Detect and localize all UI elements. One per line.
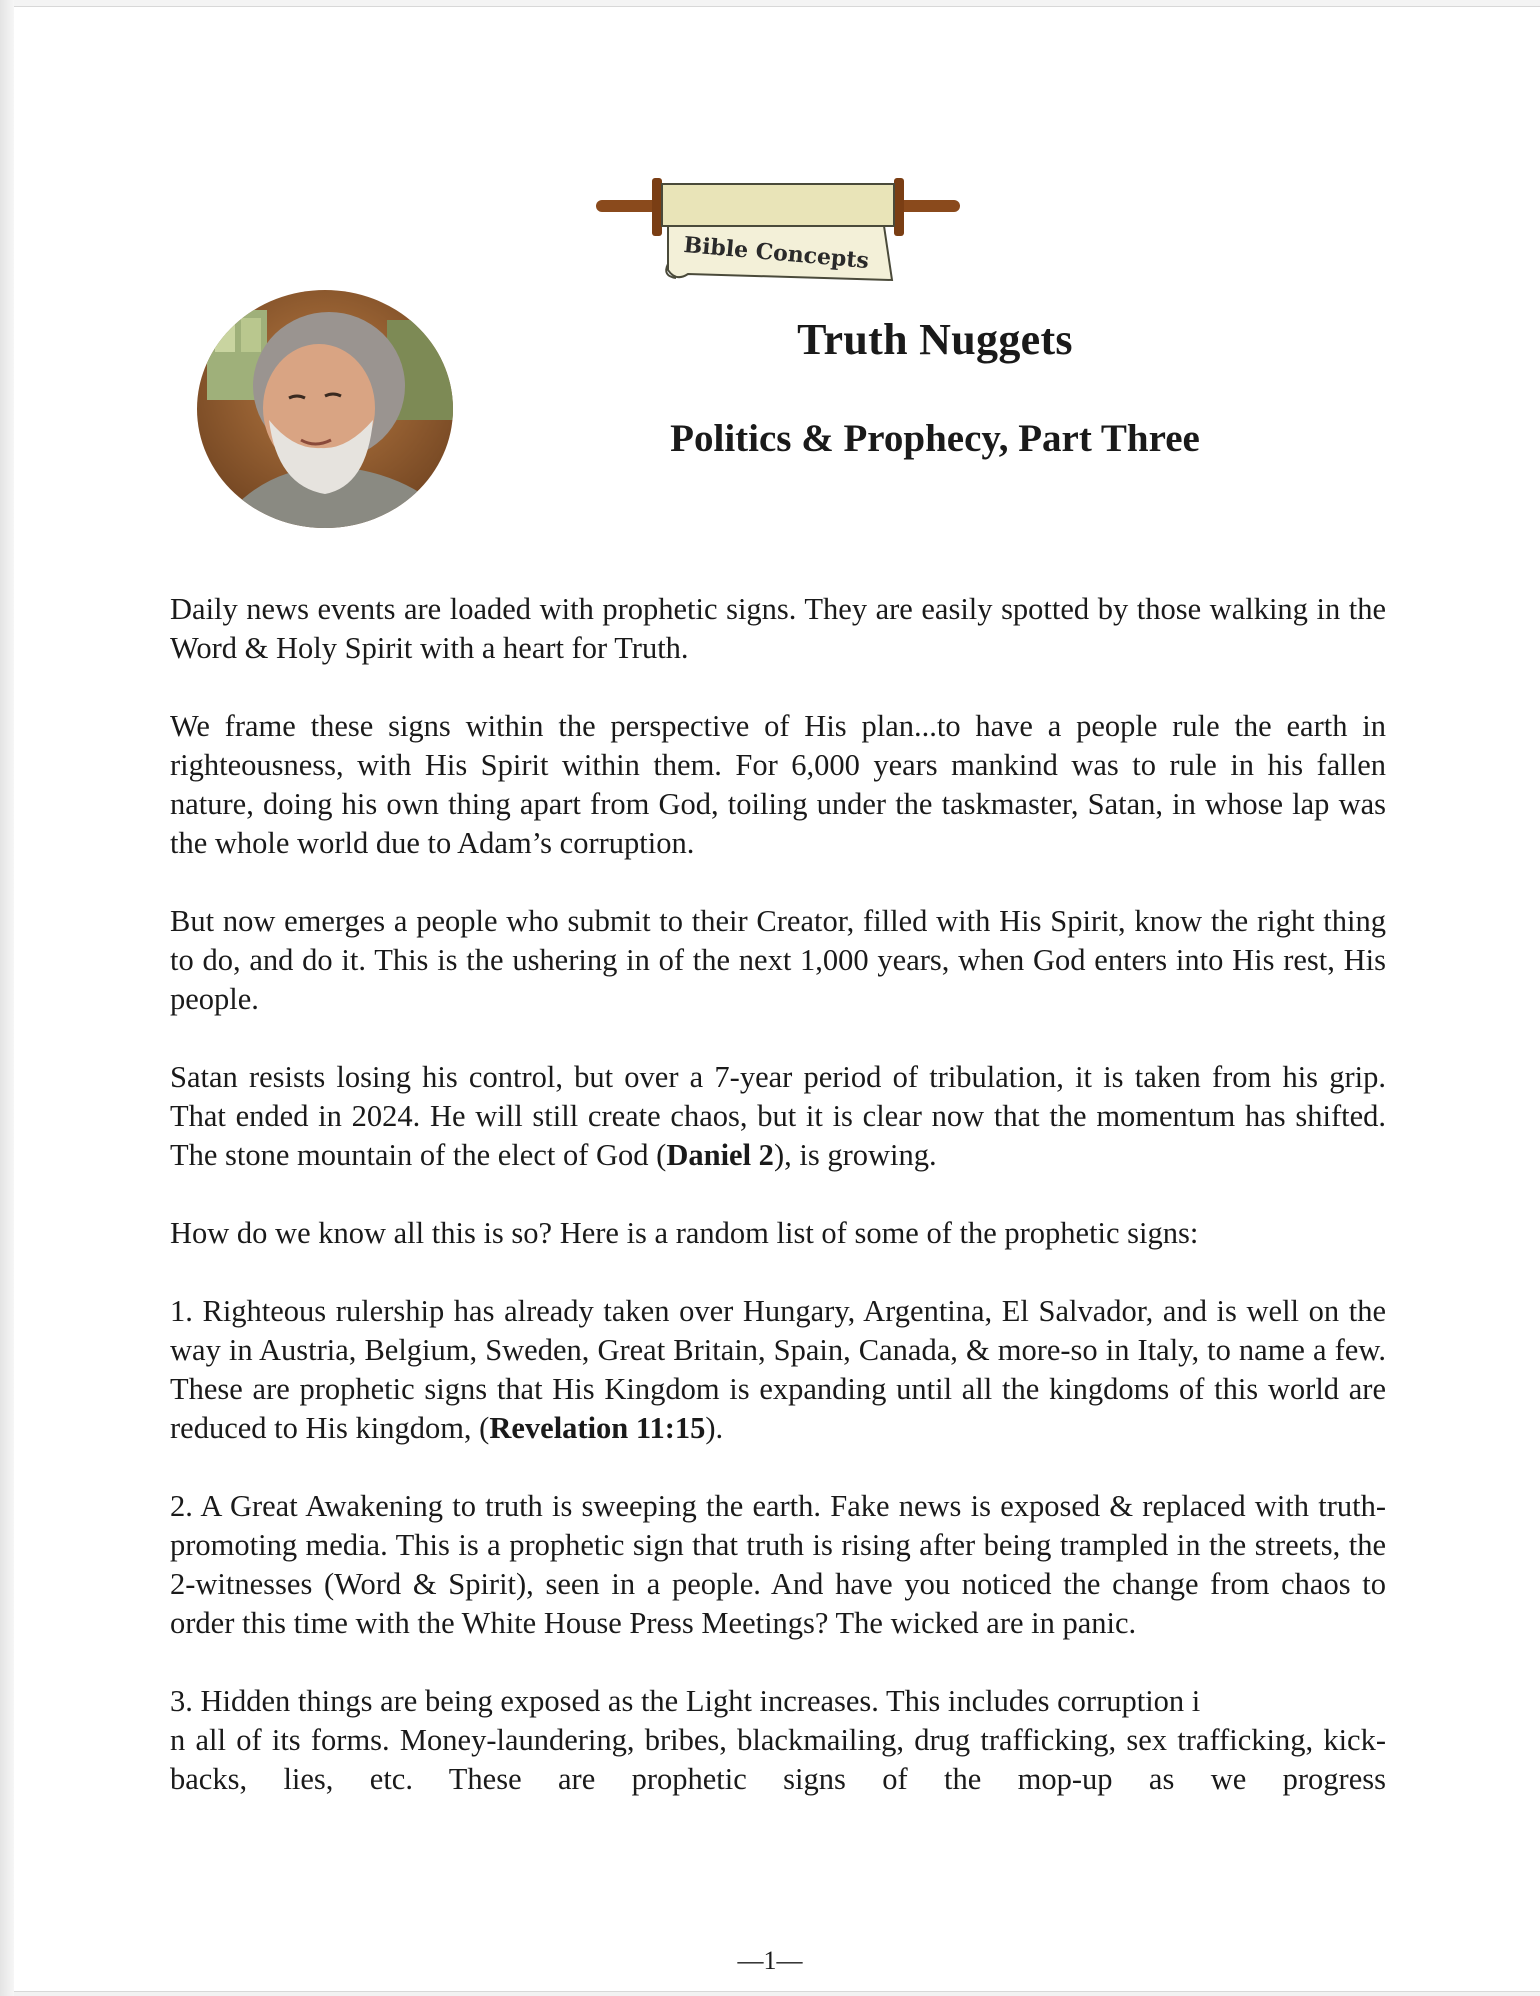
article-body (170, 590, 1386, 1799)
list-item-2: 2. A Great Awakening to truth is sweeping the earth. Fake news is exposed & replaced with truth-promoting media. This is a prophetic sign that truth is rising after being trampled in the streets, the 2-witnesses (Word & Spirit), seen in a people. And have you noticed the change from chaos to order this time with the White House Press Meetings? The wicked are in panic. (170, 1489, 1386, 1640)
paragraph-3: But now emerges a people who submit to their Creator, filled with His Spirit, know the right thing to do, and do it. This is the ushering in of the next 1,000 years, when God enters into His rest, His people. (170, 904, 1386, 1016)
list-item-3 (170, 1682, 1386, 1799)
scripture-reference-daniel: Daniel 2 (666, 1138, 774, 1172)
page-number: —1— (737, 1946, 803, 1975)
paragraph-4-text: Satan resists losing his control, but over a 7-year period of tribulation, it is taken from his grip. That ended in 2024. He will still create chaos, but it is clear now that the momentum has shifted. The stone mountain of the elect of God ( (170, 1060, 1386, 1172)
logo-text: Bible Concepts (682, 231, 870, 275)
list-item-1-text: 1. Righteous rulership has already taken over Hungary, Argentina, El Salvador, and is well on the way in Austria, Belgium, Sweden, Great Britain, Spain, Canada, & more-so in Italy, to name a few. These are prophetic signs that His Kingdom is expanding until all the kingdoms of this world are reduced to His kingdom, ( (170, 1294, 1386, 1445)
paragraph-4 (170, 1058, 1386, 1175)
paragraph-5: How do we know all this is so? Here is a random list of some of the prophetic signs: (170, 1216, 1199, 1250)
bible-concepts-logo (596, 166, 960, 286)
paragraph-1: Daily news events are loaded with prophetic signs. They are easily spotted by those walking in the Word & Holy Spirit with a heart for Truth. (170, 592, 1386, 665)
author-portrait-image (197, 290, 453, 528)
list-item-3-line-1: 3. Hidden things are being exposed as the Light increases. This includes corruption i (170, 1684, 1201, 1718)
page-subtitle: Politics & Prophecy, Part Three (670, 417, 1200, 460)
page-title: Truth Nuggets (797, 315, 1073, 364)
list-item-1 (170, 1292, 1386, 1448)
paragraph-2: We frame these signs within the perspective of His plan...to have a people rule the earth in righteousness, with His Spirit within them. For 6,000 years mankind was to rule in his fallen nature, doing his own thing apart from God, toiling under the taskmaster, Satan, in whose lap was the whole world due to Adam’s corruption. (170, 709, 1386, 860)
scripture-reference-revelation: Revelation 11:15 (489, 1411, 706, 1445)
list-item-3-rest: n all of its forms. Money-laundering, bribes, blackmailing, drug trafficking, sex trafficking, kick-backs, lies, etc. These are prophetic signs of the mop-up as we progress (170, 1723, 1386, 1796)
viewer-left-edge (0, 0, 14, 1996)
list-item-1-text-end: ). (705, 1411, 724, 1445)
paragraph-4-text-end: ), is growing. (773, 1138, 937, 1172)
author-avatar (197, 290, 453, 528)
